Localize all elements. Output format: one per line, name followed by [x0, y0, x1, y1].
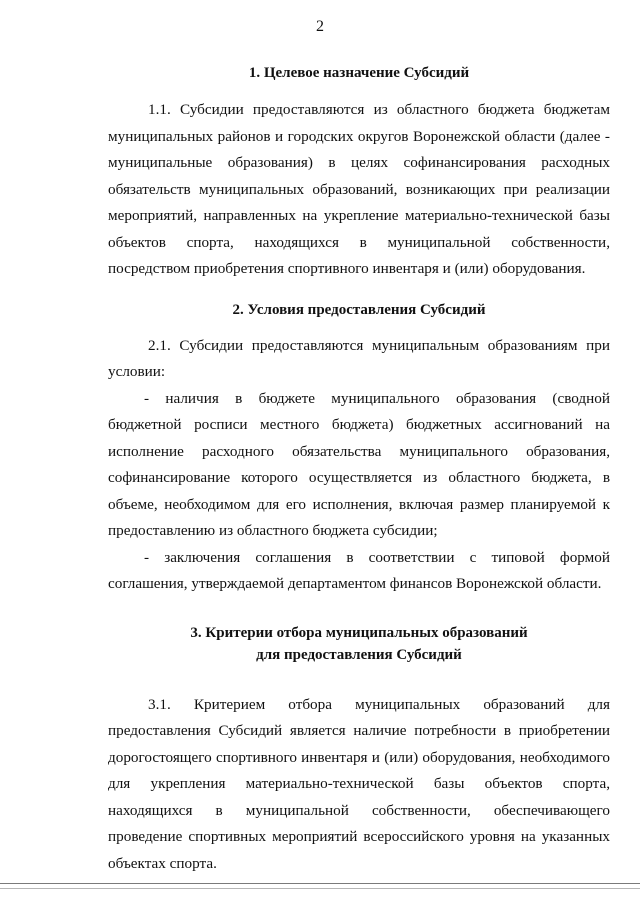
paragraph-1-1: 1.1. Субсидии предоставляются из областного бюджета бюджетам муниципальных районов и городских округов Воронежской области (далее - муниципальные образования) в целях софинансирования расходных обязательств муниципальных образований, возникающих при реализации мероприятий, направленных на укрепление материально-технической базы объектов спорта, находящихся в муниципальной собственности, посредством приобретения спортивного инвентаря и (или) оборудования. — [108, 101, 610, 277]
paragraph-2-1: 2.1. Субсидии предоставляются муниципальным образованиям при условии: — [108, 336, 610, 380]
paragraph-3-1: 3.1. Критерием отбора муниципальных образований для предоставления Субсидий является наличие потребности в приобретении дорогостоящего спортивного инвентаря и (или) оборудования, необходимого для укрепления материально-технической базы объектов спорта, находящихся в муниципальной собственности, обеспечивающего проведение спортивных мероприятий всероссийского уровня на указанных объектах спорта. — [108, 695, 610, 872]
section-2-heading: 2. Условия предоставления Субсидий — [232, 301, 486, 318]
document-body — [108, 56, 610, 877]
section-3-heading-line-2: для предоставления Субсидий — [256, 646, 462, 663]
section-1-heading: 1. Целевое назначение Субсидий — [248, 65, 470, 81]
paragraph-2-1-item-2: - заключения соглашения в соответствии с типовой формой соглашения, утверждаемой департаментом финансов Воронежской области. — [108, 548, 610, 592]
section-3-heading — [108, 622, 610, 666]
page-bottom-rule — [0, 883, 640, 884]
page-number: 2 — [316, 18, 324, 35]
section-3-heading-line-1: 3. Критерии отбора муниципальных образований — [190, 624, 528, 641]
paragraph-2-1-item-1: - наличия в бюджете муниципального образования (сводной бюджетной росписи местного бюджета) бюджетных ассигнований на исполнение расходного обязательства муниципального образования, софинансирование которого осуществляется из областного бюджета, в объеме, необходимом для его исполнения, включая размер планируемой к предоставлению из областного бюджета субсидии; — [108, 389, 610, 539]
page-bottom-rule-secondary — [0, 888, 640, 889]
